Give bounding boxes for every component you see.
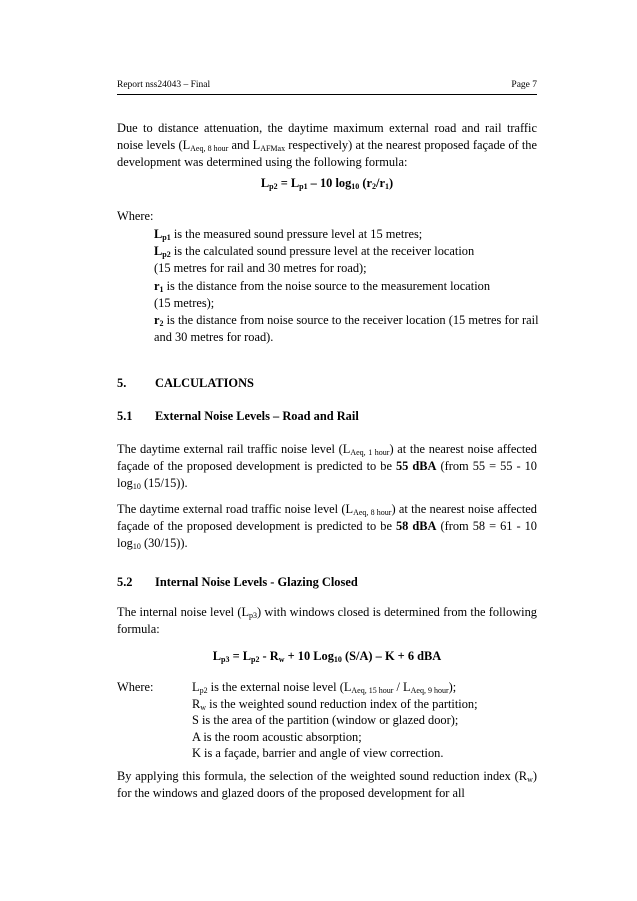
- where-label: Where:: [117, 209, 154, 223]
- page-number: Page 7: [511, 80, 537, 90]
- page-header: [117, 80, 537, 94]
- def-r1: $r_1$ is the distance from the noise source to the measurement location: [154, 278, 491, 294]
- final-paragraph: By applying this formula, the selection of the weighted sound reduction index $(R_w)$ for the windows and glazed doors of the proposed development for all: [117, 769, 537, 800]
- def-external-level: $L_{p2}$ is the external noise level $(L_{Aeq, 15 hour} / L_{Aeq, 9 hour})$;: [192, 680, 457, 695]
- def-lp2-cont: (15 metres for rail and 30 metres for road);: [154, 261, 367, 276]
- section-5-1-number: 5.1: [117, 409, 133, 423]
- section-5-2-number: 5.2: [117, 575, 133, 589]
- section-5-title: CALCULATIONS: [155, 376, 254, 390]
- internal-noise-paragraph: The internal noise level $(L_{p3})$ with windows closed is determined from the following formula:: [117, 605, 537, 636]
- distance-formula: $L_{p2} = L_{p1} - 10$ $\log_{10} (r_2/r_1)$: [260, 176, 394, 191]
- def-r2: $r_2$ is the distance from noise source to the receiver location (15 metres for rail and 30 metres for road).: [154, 313, 539, 345]
- section-5-2-title: Internal Noise Levels - Glazing Closed: [155, 575, 358, 589]
- where-definitions-2: [192, 679, 538, 762]
- def-lp2: $L_{p2}$ is the calculated sound pressure level at the receiver location: [154, 244, 475, 260]
- def-lp1: $L_{p1}$ is the measured sound pressure level at 15 metres;: [154, 227, 423, 242]
- header-rule: [117, 94, 537, 95]
- def-s: S is the area of the partition (window or glazed door);: [192, 713, 459, 728]
- road-noise-paragraph: The daytime external road traffic noise level $(L_{Aeq, 8 hour})$ at the nearest noise affected façade of the proposed development is predicted to be 58 dBA (from 58 = 61 - 10 $\log_{10} (30/15)$).: [117, 502, 538, 551]
- internal-noise-formula: $L_{p3} = L_{p2} - R_w + 10$ Log$_{10}$ (S/A) – K + 6 dBA: [212, 649, 442, 664]
- report-id: Report nss24043 – Final: [117, 80, 211, 90]
- where-definitions: [154, 226, 539, 346]
- def-k: K is a façade, barrier and angle of view correction.: [192, 746, 444, 761]
- def-rw: $R_w$ is the weighted sound reduction index of the partition;: [192, 696, 478, 712]
- rail-noise-paragraph: The daytime external rail traffic noise level $(L_{Aeq, 1 hour})$ at the nearest noise affected façade of the proposed development is predicted to be 55 dBA (from 55 = 55 - 10 $\log_{10} (15/15)$).: [117, 442, 538, 491]
- intro-paragraph: Due to distance attenuation, the daytime maximum external road and rail traffic noise levels ($L_{Aeq, 8 hour}$ and $L_{AFMax}$ respectively) at the nearest proposed façade of the development was determined using the following formula:: [117, 121, 537, 169]
- def-a: A is the room acoustic absorption;: [192, 729, 362, 744]
- where-label-2: Where:: [117, 680, 154, 694]
- section-5-number: 5.: [117, 376, 127, 390]
- def-r1-cont: (15 metres);: [154, 295, 215, 310]
- section-5-1-title: External Noise Levels – Road and Rail: [155, 409, 359, 423]
